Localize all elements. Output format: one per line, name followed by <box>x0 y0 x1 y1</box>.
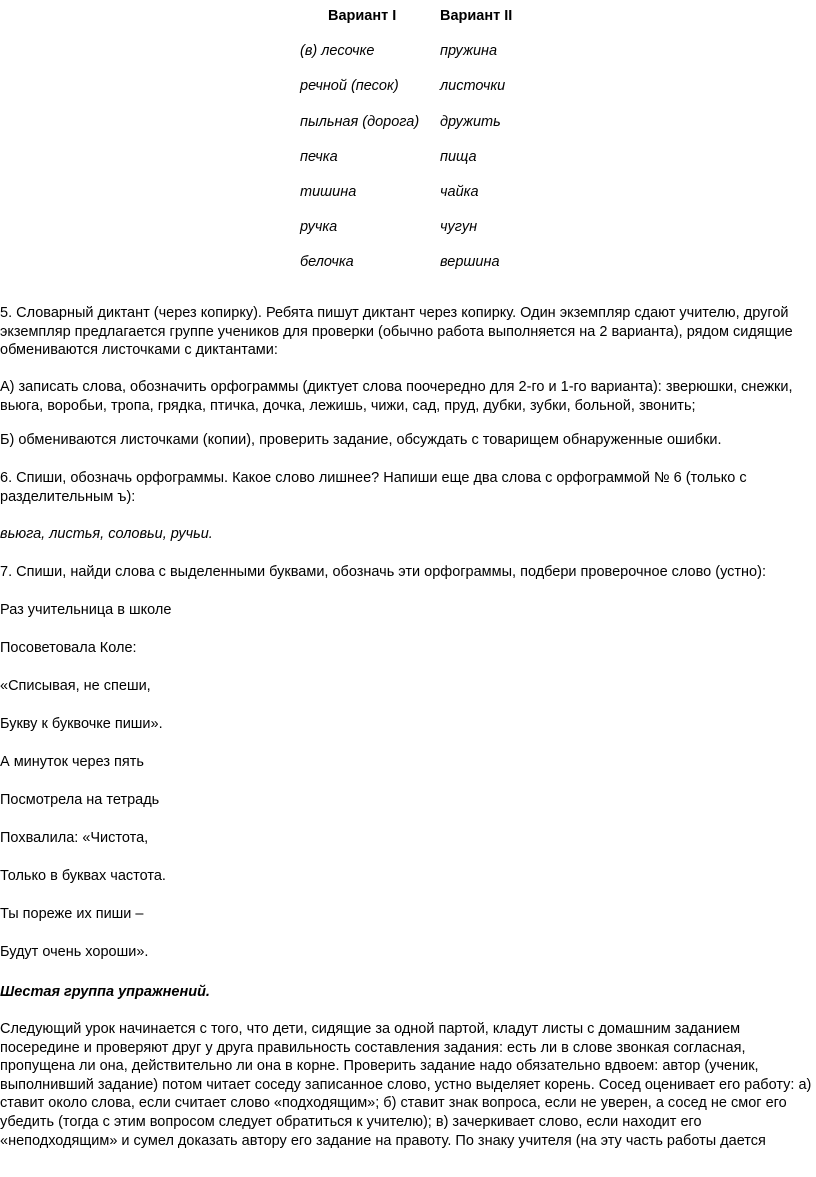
variant-1-word: (в) лесочке <box>300 43 375 60</box>
poem-line: Только в буквах частота. <box>0 868 166 884</box>
variants-body <box>296 43 590 289</box>
table-row <box>296 149 590 184</box>
variants-header-row <box>296 8 590 43</box>
poem-line: Раз учительница в школе <box>0 602 172 618</box>
poem-line: Будут очень хороши». <box>0 944 149 960</box>
task6-text: 6. Спиши, обозначь орфограммы. Какое слово лишнее? Напиши еще два слова с орфограммой № 6 (только с разделительным ъ): <box>0 470 747 505</box>
variant-2-word: пружина <box>440 43 498 60</box>
poem-line: Букву к буквочке пиши». <box>0 716 163 732</box>
variant-1-word: тишина <box>300 183 357 200</box>
variant-2-word: чайка <box>440 183 479 200</box>
variants-table <box>296 8 590 290</box>
variant-1-word: печка <box>300 148 338 165</box>
variant-2-word: чугун <box>440 219 478 236</box>
variant-2-word: дружить <box>440 113 501 130</box>
poem-line: Посмотрела на тетрадь <box>0 792 160 808</box>
variant-1-word: ручка <box>300 219 338 236</box>
poem-line: Посоветовала Коле: <box>0 640 137 656</box>
poem-line: Похвалила: «Чистота, <box>0 830 149 846</box>
variant-2-word: листочки <box>440 78 506 95</box>
poem-line: А минуток через пять <box>0 754 144 770</box>
table-row <box>296 254 590 289</box>
group6-paragraph: Следующий урок начинается с того, что дети, сидящие за одной партой, кладут листы с домашним заданием посередине и проверяют друг у друга правильность составления задания: есть ли в слове звонкая согласная, пропущена ли она, действительно ли она в корне. Проверить задание надо обязательно вдвоем: автор (ученик, выполнивший задание) потом читает соседу записанное слово, устно выделяет корень. Сосед оценивает его работу: а) ставит около слова, если считает слово «подходящим»; б) ставит знак вопроса, если не уверен, а сосед не смог его убедить (тогда с этим вопросом следует обратиться к учителю); в) зачеркивает слово, если находит его «неподходящим» и сумел доказать автору его задание на правоту. По знаку учителя (на эту часть работы дается <box>0 1021 812 1149</box>
table-row <box>296 78 590 113</box>
task7-text: 7. Спиши, найди слова с выделенными буквами, обозначь эти орфограммы, подбери проверочное слово (устно): <box>0 564 766 580</box>
variant-1-word: речной (песок) <box>300 78 399 95</box>
variant-2-word: пища <box>440 148 477 165</box>
table-row <box>296 184 590 219</box>
variant-1-header: Вариант I <box>328 8 397 24</box>
group6-heading: Шестая группа упражнений. <box>0 984 210 1000</box>
variant-1-word: белочка <box>300 254 354 271</box>
task5-step-b: Б) обмениваются листочками (копии), проверить задание, обсуждать с товарищем обнаруженные ошибки. <box>0 432 722 448</box>
table-row <box>296 43 590 78</box>
task5-intro: 5. Словарный диктант (через копирку). Ребята пишут диктант через копирку. Один экземпляр сдают учителю, другой экземпляр предлагается группе учеников для проверки (обычно работа выполняется на 2 варианта), рядом сидящие обмениваются листочками с диктантами: <box>0 305 793 359</box>
task6-words: вьюга, листья, соловьи, ручьи. <box>0 526 213 542</box>
task5-step-a: А) записать слова, обозначить орфограммы (диктует слова поочередно для 2-го и 1-го варианта): зверюшки, снежки, вьюга, воробьи, тропа, грядка, птичка, дочка, лежишь, чижи, сад, пруд, дубки, зубки, больной, звонить; <box>0 379 793 414</box>
variant-1-word: пыльная (дорога) <box>300 113 420 130</box>
variant-2-word: вершина <box>440 254 500 271</box>
poem-line: Ты пореже их пиши – <box>0 906 144 922</box>
variant-2-header: Вариант II <box>440 8 513 24</box>
table-row <box>296 114 590 149</box>
poem-line: «Списывая, не спеши, <box>0 678 151 694</box>
table-row <box>296 219 590 254</box>
